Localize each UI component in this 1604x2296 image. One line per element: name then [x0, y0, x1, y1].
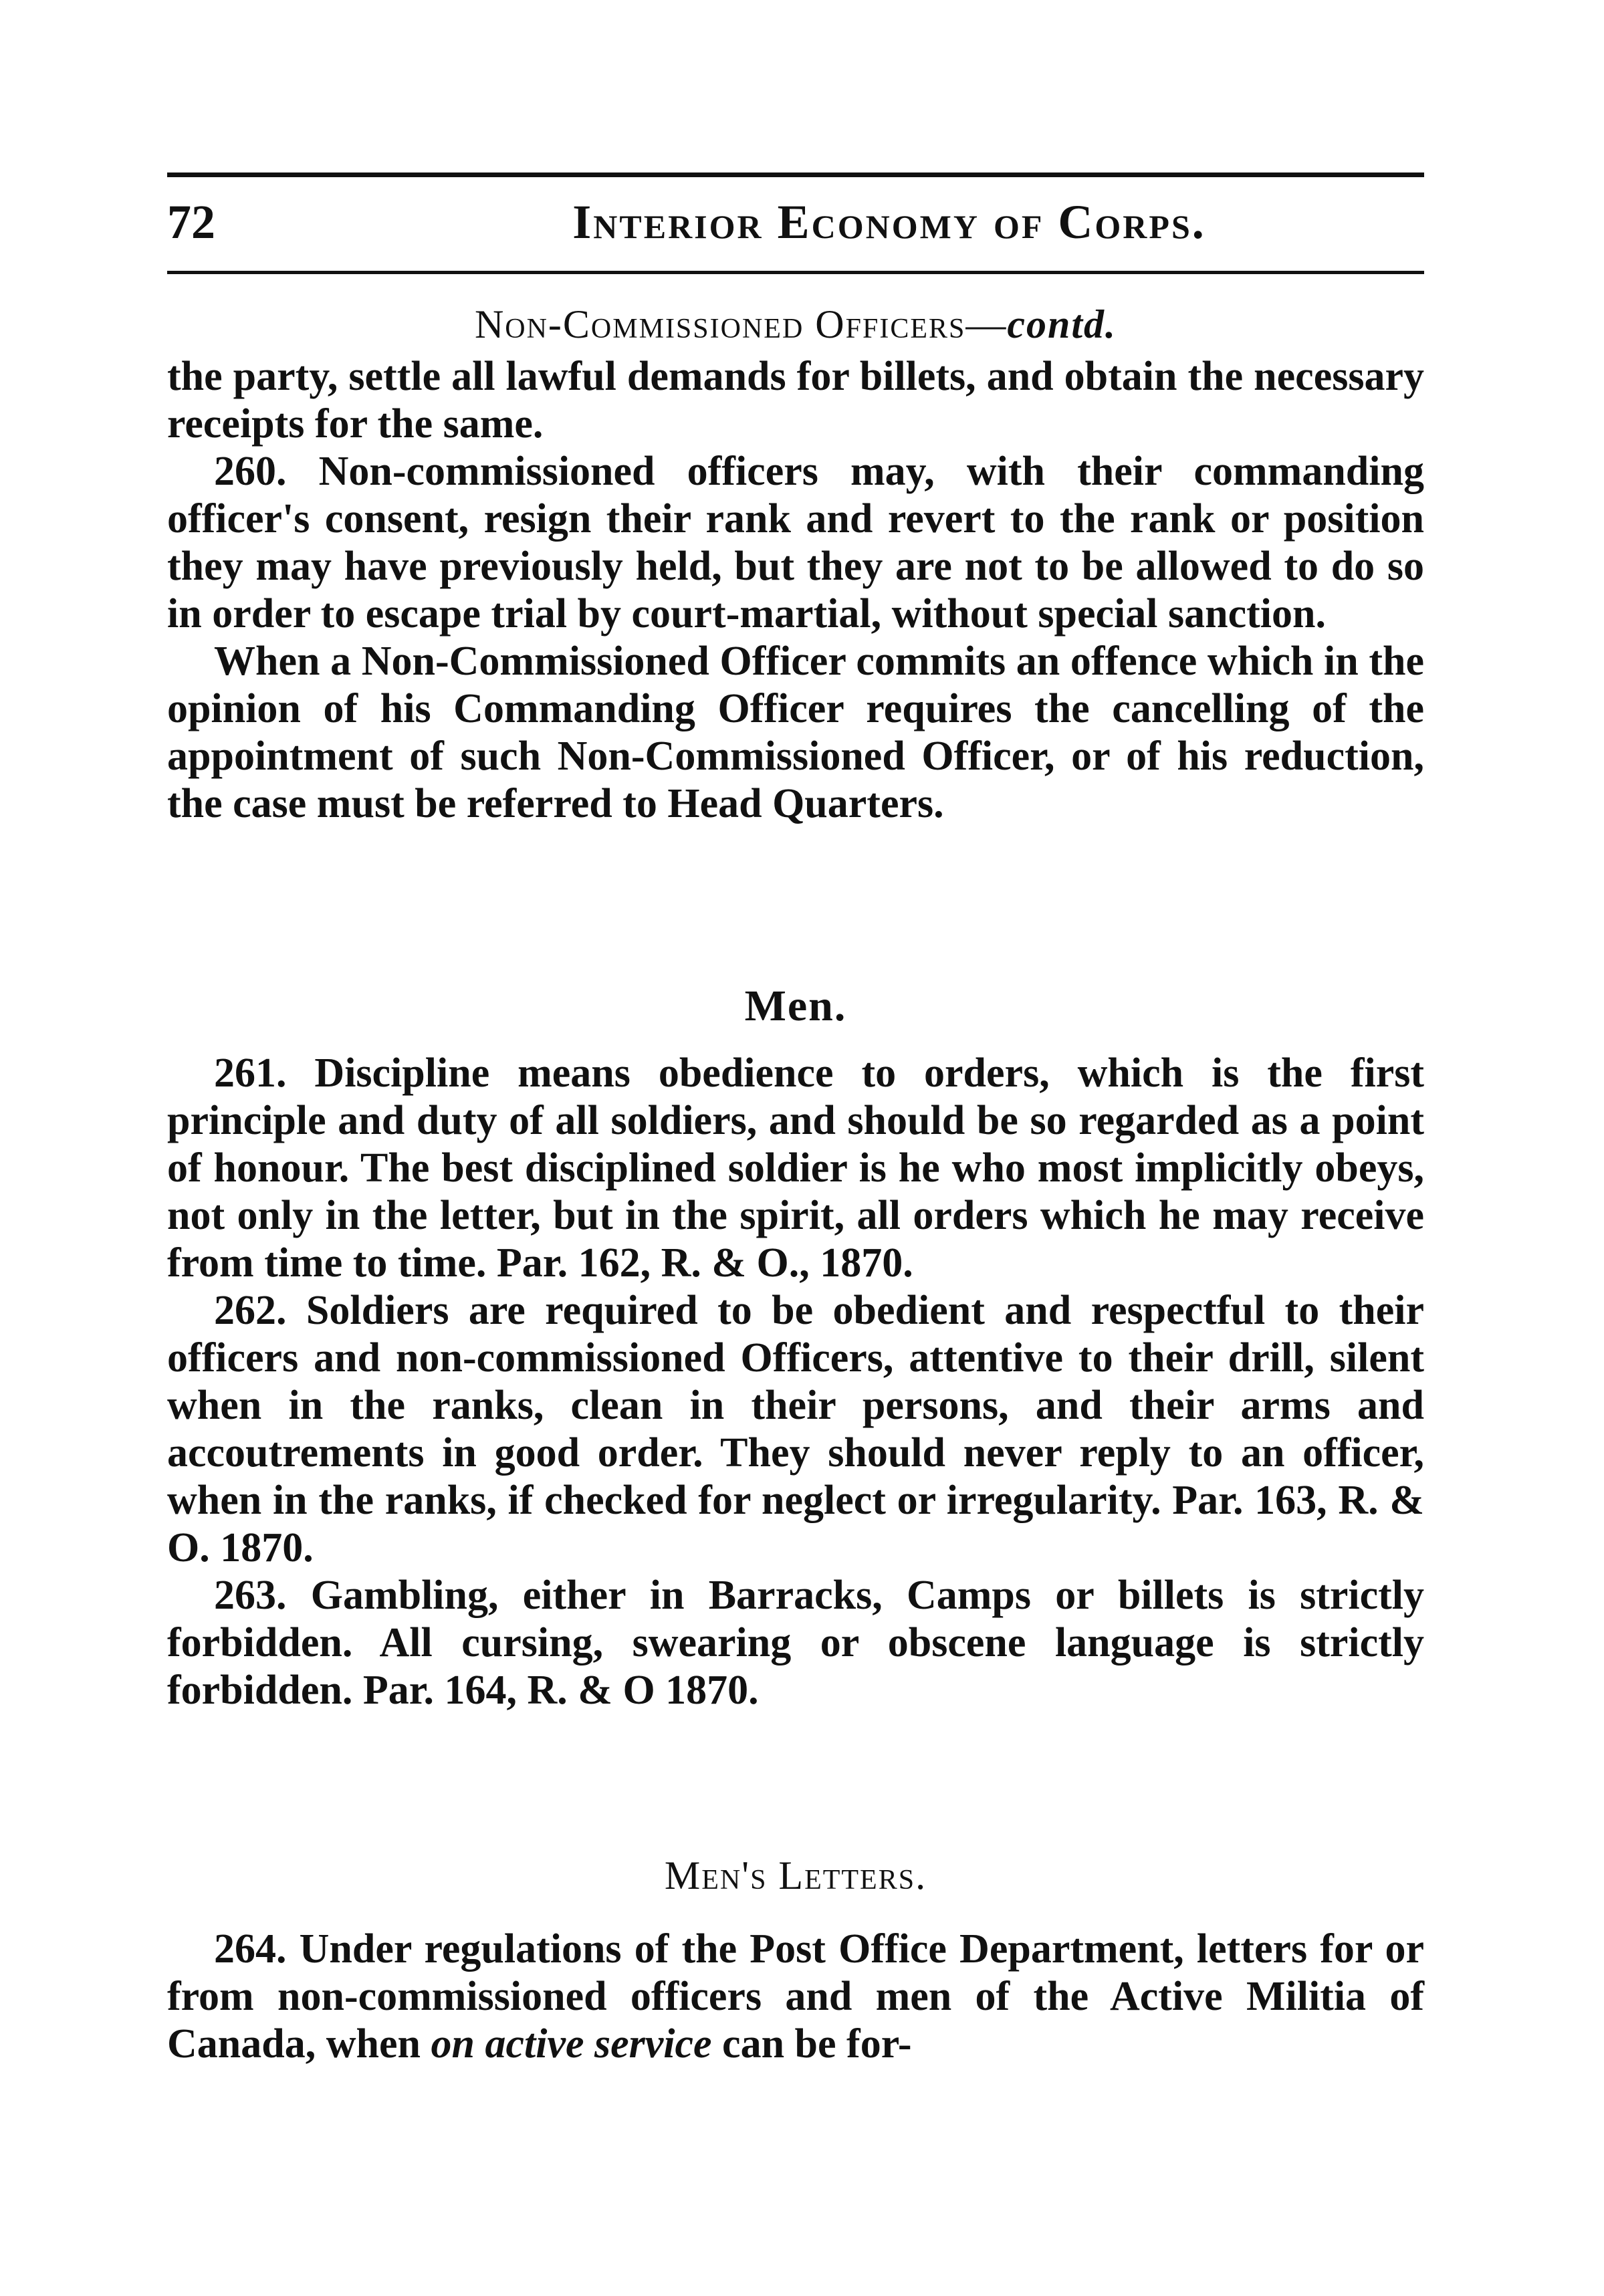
paragraph-264 [167, 1926, 1424, 2068]
header-rule [167, 271, 1424, 274]
running-title: Interior Economy of Corps. [572, 195, 1206, 249]
section-heading-nco-text: Non-Commissioned Officers— [474, 302, 1008, 346]
paragraph-nco-offence: When a Non-Commissioned Officer commits an offence which in the opinion of his Commanding Officer requires the cancelling of the appointment of such Non-Commissioned Officer, or of his reduction, the case must be referred to Head Quarters. [167, 639, 1424, 826]
paragraph-264-end: can be for- [711, 2021, 912, 2067]
section-heading-nco-suffix: contd. [1007, 302, 1117, 346]
paragraph-264-start: 264. Under regulations of the Post Office Department, letters for or from non-commissioned officers and men of the Active Militia of Canada, when [167, 1926, 1424, 2067]
section-heading-nco [167, 298, 1424, 351]
page-number: 72 [167, 195, 215, 249]
paragraph-261: 261. Discipline means obedience to orders, which is the first principle and duty of all soldiers, and should be so regarded as a point of honour. The best disciplined soldier is he who most implicitly obeys, not only in the letter, but in the spirit, all orders which he may receive from time to time. Par. 162, R. & O., 1870. [167, 1050, 1424, 1286]
paragraph-263: 263. Gambling, either in Barracks, Camps or billets is strictly forbidden. All cursing, swearing or obscene language is strictly forbidden. Par. 164, R. & O 1870. [167, 1573, 1424, 1713]
men-text [167, 1050, 1424, 1714]
section-heading-men-text: Men. [744, 982, 847, 1030]
letters-text [167, 1926, 1424, 2068]
paragraph-continuation: the party, settle all lawful demands for billets, and obtain the necessary receipts for the same. [167, 354, 1424, 447]
section-heading-men [167, 980, 1424, 1033]
section-heading-letters [167, 1849, 1424, 1902]
section-heading-letters-text: Men's Letters. [664, 1853, 927, 1898]
paragraph-262: 262. Soldiers are required to be obedient and respectful to their officers and non-commissioned Officers, attentive to their drill, silent when in the ranks, clean in their persons, and their arms and accoutrements in good order. They should never reply to an officer, when in the ranks, if checked for neglect or irregularity. Par. 163, R. & O. 1870. [167, 1288, 1424, 1571]
page-header [167, 189, 1424, 255]
paragraph-260: 260. Non-commissioned officers may, with their commanding officer's consent, resign their rank and revert to the rank or position they may have previously held, but they are not to be allowed to do so in order to escape trial by court-martial, without special sanction. [167, 449, 1424, 637]
nco-text [167, 353, 1424, 828]
paragraph-264-italic: on active service [431, 2021, 712, 2067]
top-rule [167, 173, 1424, 177]
